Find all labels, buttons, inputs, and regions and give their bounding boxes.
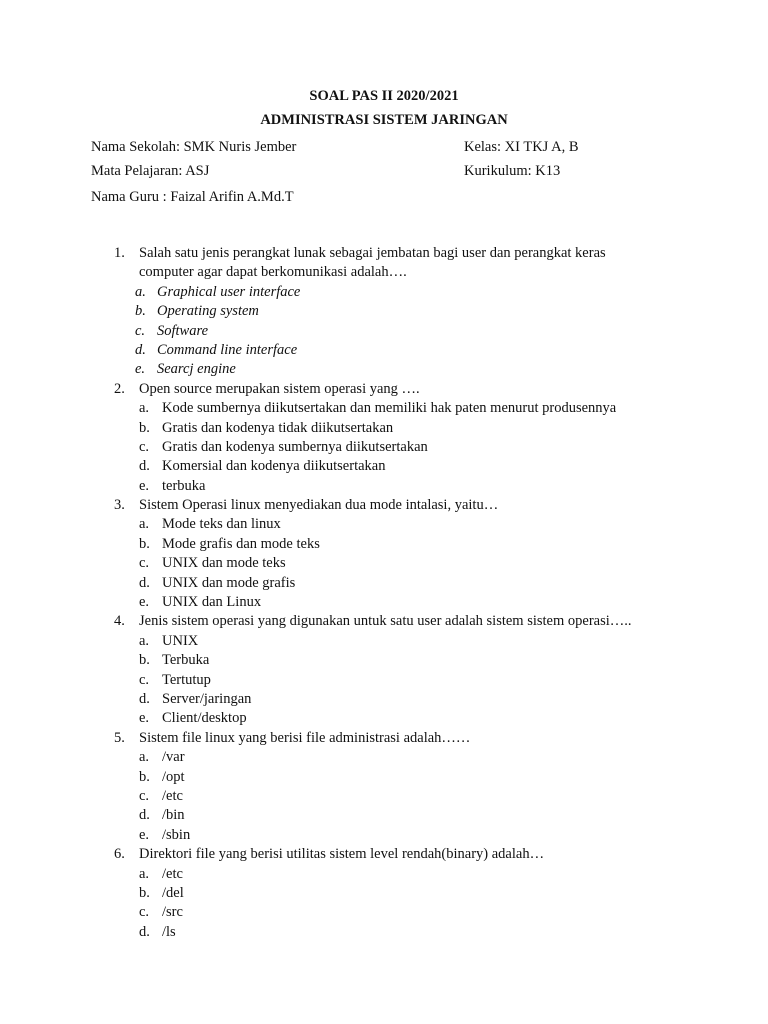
option-letter: e. xyxy=(139,826,150,843)
question-text: Sistem file linux yang berisi file administrasi adalah…… xyxy=(139,729,471,746)
option-letter: b. xyxy=(139,884,150,901)
option-text: Tertutup xyxy=(162,671,211,688)
question-stem-line xyxy=(0,380,768,399)
option-letter: b. xyxy=(135,303,146,320)
answer-option xyxy=(0,535,768,554)
option-letter: e. xyxy=(139,477,150,494)
option-text: Mode teks dan linux xyxy=(162,516,281,533)
option-letter: a. xyxy=(135,283,146,300)
option-letter: d. xyxy=(139,458,150,475)
answer-option xyxy=(0,651,768,670)
question-number: 3. xyxy=(114,497,125,514)
school-name: Nama Sekolah: SMK Nuris Jember xyxy=(91,139,297,155)
teacher-name: Nama Guru : Faizal Arifin A.Md.T xyxy=(91,189,294,205)
option-letter: d. xyxy=(135,341,146,358)
option-letter: a. xyxy=(139,516,150,533)
option-text: /del xyxy=(162,884,184,901)
class-name: Kelas: XI TKJ A, B xyxy=(464,139,579,155)
answer-option xyxy=(0,302,768,321)
answer-option xyxy=(0,457,768,476)
question-text: computer agar dapat berkomunikasi adalah…. xyxy=(139,264,407,281)
option-letter: a. xyxy=(139,632,150,649)
option-letter: c. xyxy=(139,438,150,455)
question-text: Sistem Operasi linux menyediakan dua mode intalasi, yaitu… xyxy=(139,497,499,514)
option-text: Gratis dan kodenya tidak diikutsertakan xyxy=(162,419,394,436)
answer-option xyxy=(0,341,768,360)
option-text: terbuka xyxy=(162,477,206,494)
option-text: Mode grafis dan mode teks xyxy=(162,535,320,552)
answer-option xyxy=(0,438,768,457)
option-letter: d. xyxy=(139,807,150,824)
option-text: Software xyxy=(157,322,209,339)
option-text: Operating system xyxy=(157,303,259,320)
option-letter: b. xyxy=(139,768,150,785)
option-letter: c. xyxy=(139,787,150,804)
question-item xyxy=(0,845,768,942)
option-text: Client/desktop xyxy=(162,710,247,727)
option-text: UNIX dan mode grafis xyxy=(162,574,296,591)
answer-option xyxy=(0,593,768,612)
option-text: Searcj engine xyxy=(157,361,236,378)
question-text: Salah satu jenis perangkat lunak sebagai jembatan bagi user dan perangkat keras xyxy=(139,245,606,261)
option-text: /opt xyxy=(162,768,185,785)
option-text: Graphical user interface xyxy=(157,283,301,300)
option-letter: a. xyxy=(139,400,150,417)
answer-option xyxy=(0,748,768,767)
answer-option xyxy=(0,768,768,787)
option-letter: b. xyxy=(139,535,150,552)
option-text: Terbuka xyxy=(162,652,210,669)
question-stem-line xyxy=(0,496,768,515)
option-letter: e. xyxy=(139,710,150,727)
option-text: Command line interface xyxy=(157,341,298,358)
answer-option xyxy=(0,322,768,341)
answer-option xyxy=(0,806,768,825)
curriculum-name: Kurikulum: K13 xyxy=(464,163,561,179)
answer-option xyxy=(0,477,768,496)
option-text: /etc xyxy=(162,787,183,804)
question-number: 5. xyxy=(114,729,125,746)
option-letter: e. xyxy=(135,361,146,378)
option-text: Gratis dan kodenya sumbernya diikutsertakan xyxy=(162,438,428,455)
option-text: Server/jaringan xyxy=(162,690,252,707)
answer-option xyxy=(0,709,768,728)
answer-option xyxy=(0,884,768,903)
question-stem-line xyxy=(0,244,768,263)
question-stem-line xyxy=(0,263,768,282)
option-letter: c. xyxy=(139,904,150,921)
subject-name: Mata Pelajaran: ASJ xyxy=(91,163,210,179)
answer-option xyxy=(0,865,768,884)
answer-option xyxy=(0,419,768,438)
answer-option xyxy=(0,399,768,418)
answer-option xyxy=(0,632,768,651)
question-item xyxy=(0,729,768,845)
option-text: UNIX dan Linux xyxy=(162,594,262,611)
question-item xyxy=(0,612,768,728)
question-item xyxy=(0,496,768,612)
option-text: /etc xyxy=(162,865,183,882)
answer-option xyxy=(0,787,768,806)
option-letter: d. xyxy=(139,574,150,591)
option-text: /bin xyxy=(162,807,185,824)
option-letter: e. xyxy=(139,594,150,611)
question-stem-line xyxy=(0,612,768,631)
answer-option xyxy=(0,283,768,302)
option-letter: b. xyxy=(139,652,150,669)
question-item xyxy=(0,244,768,380)
option-text: UNIX xyxy=(162,632,199,649)
option-text: /var xyxy=(162,749,185,766)
answer-option xyxy=(0,690,768,709)
option-letter: c. xyxy=(135,322,146,339)
question-text: Open source merupakan sistem operasi yang …. xyxy=(139,380,420,397)
answer-option xyxy=(0,671,768,690)
answer-option xyxy=(0,515,768,534)
document-subtitle: ADMINISTRASI SISTEM JARINGAN xyxy=(260,112,508,128)
option-letter: a. xyxy=(139,749,150,766)
option-text: /ls xyxy=(162,923,176,940)
option-text: UNIX dan mode teks xyxy=(162,555,286,572)
option-text: /src xyxy=(162,904,183,921)
question-number: 6. xyxy=(114,846,125,863)
option-letter: d. xyxy=(139,690,150,707)
question-number: 4. xyxy=(114,613,125,630)
answer-option xyxy=(0,923,768,942)
question-number: 1. xyxy=(114,245,125,261)
question-number: 2. xyxy=(114,380,125,397)
option-letter: c. xyxy=(139,555,150,572)
option-letter: d. xyxy=(139,923,150,940)
option-text: Komersial dan kodenya diikutsertakan xyxy=(162,458,386,475)
answer-option xyxy=(0,574,768,593)
option-text: Kode sumbernya diikutsertakan dan memiliki hak paten menurut produsennya xyxy=(162,400,617,417)
answer-option xyxy=(0,554,768,573)
option-letter: a. xyxy=(139,865,150,882)
question-stem-line xyxy=(0,845,768,864)
answer-option xyxy=(0,826,768,845)
option-text: /sbin xyxy=(162,826,191,843)
question-item xyxy=(0,380,768,496)
question-text: Direktori file yang berisi utilitas sistem level rendah(binary) adalah… xyxy=(139,846,545,863)
option-letter: b. xyxy=(139,419,150,436)
question-list xyxy=(0,244,768,942)
question-text: Jenis sistem operasi yang digunakan untuk satu user adalah sistem sistem operasi….. xyxy=(139,613,632,630)
document-title: SOAL PAS II 2020/2021 xyxy=(309,88,459,104)
answer-option xyxy=(0,903,768,922)
answer-option xyxy=(0,360,768,379)
question-stem-line xyxy=(0,729,768,748)
option-letter: c. xyxy=(139,671,150,688)
